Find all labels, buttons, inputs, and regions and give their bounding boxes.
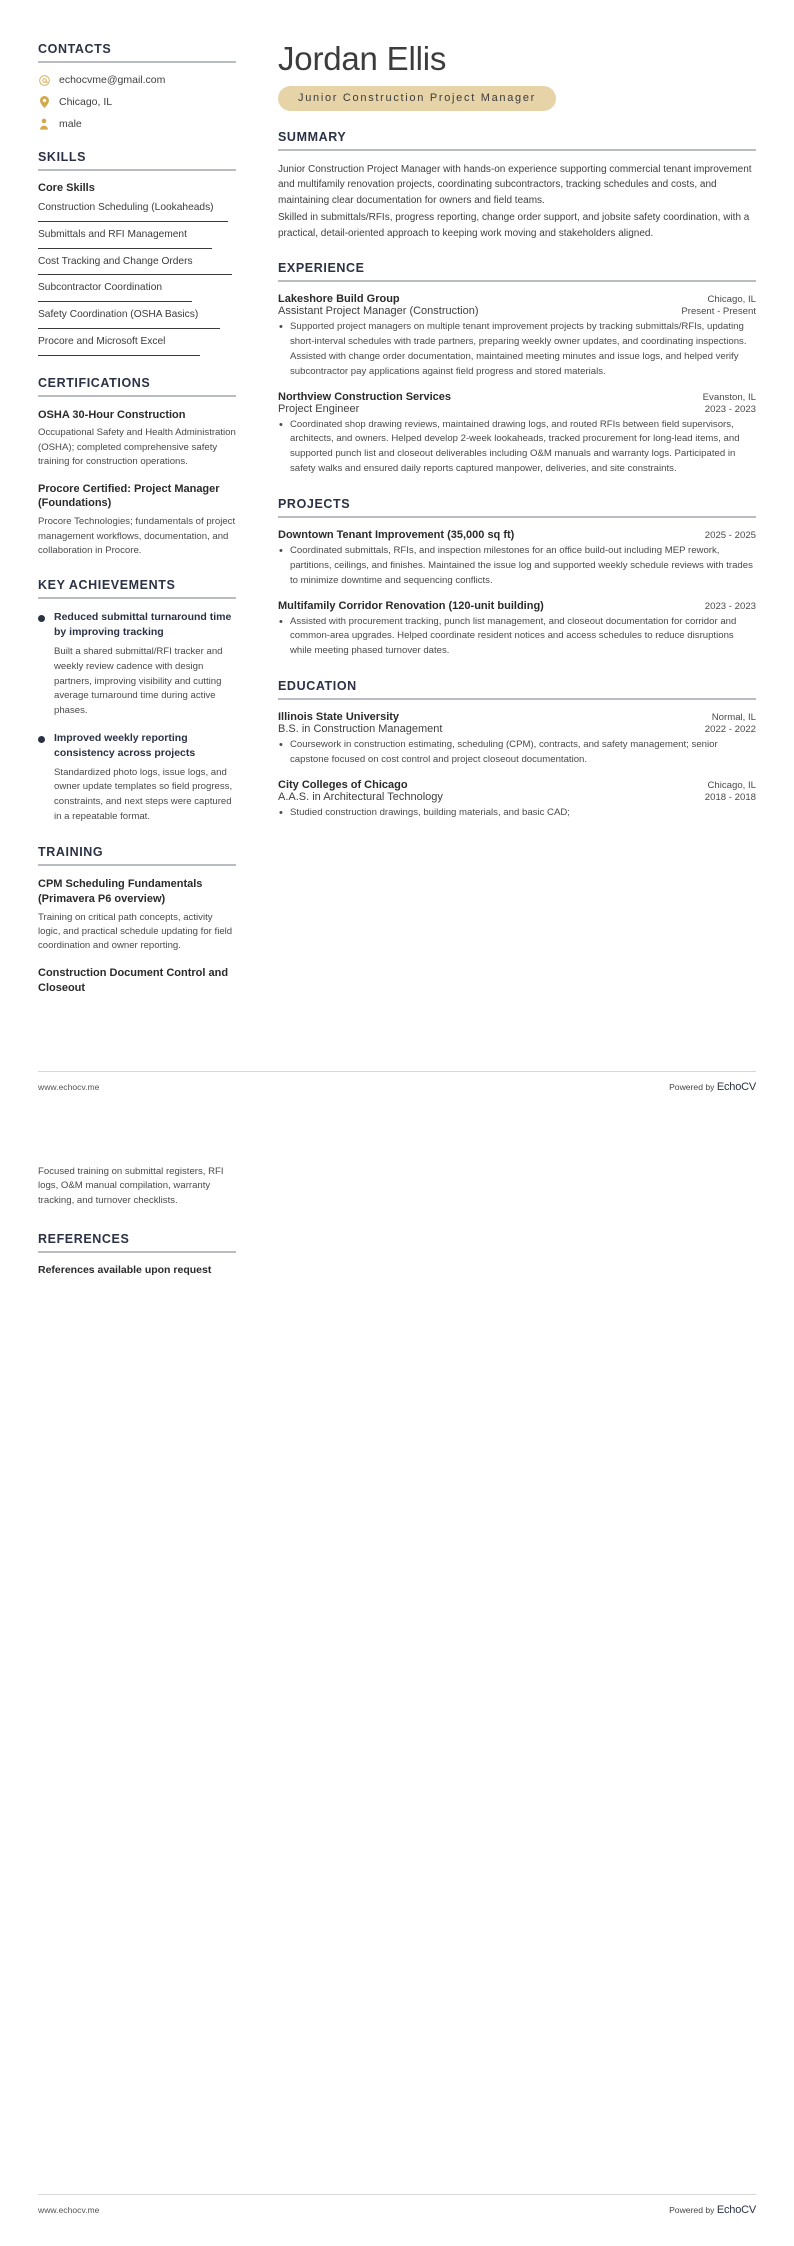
- education-org: City Colleges of Chicago: [278, 778, 408, 791]
- summary-paragraph: Junior Construction Project Manager with hands-on experience supporting commercial tenant improvement and multifamily renovation projects, coordinating subcontractors, tracking schedules and costs, and maintaining clear documentation for owners and field teams.: [278, 163, 752, 206]
- education-item: [278, 711, 756, 768]
- section-divider: [38, 169, 236, 171]
- project-bullet: • Coordinated submittals, RFIs, and inspection milestones for an office build-out including MEP rework, partitions, ceilings, and finishes. Maintained the issue log and supported weekly schedule reviews with trades to minimize downtime and sequencing conflicts.: [278, 544, 756, 589]
- certifications-heading: CERTIFICATIONS: [38, 375, 151, 390]
- section-divider: [38, 597, 236, 599]
- role-badge: Junior Construction Project Manager: [278, 86, 556, 111]
- section-divider: [38, 61, 236, 63]
- training-item: [38, 966, 236, 996]
- footer-brand: EchoCV: [716, 1081, 756, 1093]
- footer-powered-label: Powered by: [669, 2205, 715, 2215]
- references-section: [38, 1232, 236, 1276]
- achievement-item: [38, 610, 236, 719]
- achievement-desc: Built a shared submittal/RFI tracker and weekly review cadence with design partners, improving visibility and cutting average turnaround time during active phases.: [54, 645, 223, 717]
- experience-bullet: • Coordinated shop drawing reviews, maintained drawing logs, and routed RFIs between field supervisors, architects, and owners. Helped develop 2-week lookaheads, tracked procurement for long-lead items, and supported punch list and closeout deliverables including O&M manuals and warranty logs. Participated in safety walks and ensured daily reports captured manpower, deliveries, and site constraints.: [278, 418, 756, 477]
- training-title: CPM Scheduling Fundamentals (Primavera P6 overview): [38, 877, 203, 905]
- skill-item: Construction Scheduling (Lookaheads): [38, 201, 228, 222]
- experience-title: Project Engineer: [278, 402, 360, 415]
- achievement-title: Improved weekly reporting consistency across projects: [54, 732, 196, 759]
- experience-org: Northview Construction Services: [278, 390, 451, 403]
- contact-gender: [38, 118, 236, 130]
- certification-item: [38, 408, 236, 470]
- certification-desc: Procore Technologies; fundamentals of project management workflows, documentation, and collaboration in Procore.: [38, 516, 236, 557]
- skills-heading: SKILLS: [38, 150, 87, 164]
- experience-bullet: • Supported project managers on multiple tenant improvement projects by tracking submittals/RFIs, updating short-interval schedules with trade partners, preparing weekly owner updates, and coordinating inspections. Assisted with change order documentation, maintained meeting minutes and issue logs, and helped verify subcontractor pay applications against field progress and stored materials.: [278, 320, 756, 379]
- education-degree: B.S. in Construction Management: [278, 723, 443, 736]
- footer-powered-label: Powered by: [669, 1082, 715, 1092]
- certification-title: Procore Certified: Project Manager (Foundations): [38, 482, 220, 510]
- footer-powered-by: [669, 1081, 756, 1093]
- references-text: References available upon request: [38, 1264, 212, 1277]
- section-divider: [278, 149, 756, 151]
- education-dates: 2018 - 2018: [704, 791, 756, 803]
- experience-dates: 2023 - 2023: [704, 403, 756, 415]
- email-icon: [38, 75, 50, 86]
- education-bullet: • Coursework in construction estimating, scheduling (CPM), contracts, and safety management; senior capstone focused on cost control and project closeout documentation.: [278, 738, 756, 768]
- contacts-section: [38, 42, 236, 130]
- experience-location: Evanston, IL: [702, 391, 756, 403]
- training-desc: Focused training on submittal registers, RFI logs, O&M manual compilation, warranty tracking, and turnover checklists.: [38, 1166, 224, 1206]
- experience-section: [278, 261, 756, 477]
- experience-location: Chicago, IL: [707, 294, 756, 306]
- education-org: Illinois State University: [278, 711, 400, 724]
- footer-powered-by: [669, 2204, 756, 2216]
- section-divider: [278, 280, 756, 282]
- education-dates: 2022 - 2022: [704, 724, 756, 736]
- achievement-desc: Standardized photo logs, issue logs, and owner update templates so field progress, constraints, and next steps were captured in a repeatable format.: [54, 766, 233, 823]
- education-location: Normal, IL: [711, 712, 756, 724]
- summary-paragraph: Skilled in submittals/RFIs, progress reporting, change order support, and jobsite safety coordination, with a practical, detail-oriented approach to keeping work moving and stakeholders aligned.: [278, 212, 750, 239]
- training-heading: TRAINING: [38, 844, 104, 859]
- skill-item: Procore and Microsoft Excel: [38, 335, 200, 356]
- summary-section: [278, 130, 756, 242]
- experience-title: Assistant Project Manager (Construction): [278, 305, 479, 318]
- key-achievements-section: [38, 578, 236, 824]
- skill-item: Subcontractor Coordination: [38, 281, 192, 302]
- sidebar-column-continued: [38, 1165, 256, 1276]
- skill-item: Safety Coordination (OSHA Basics): [38, 308, 220, 329]
- bullet-dot-icon: [38, 615, 45, 622]
- project-title: Downtown Tenant Improvement (35,000 sq ft): [278, 529, 515, 542]
- projects-section: [278, 497, 756, 659]
- certification-desc: Occupational Safety and Health Administration (OSHA); completed comprehensive safety training for construction operations.: [38, 427, 236, 468]
- resume-sheet-2: [0, 1123, 794, 2246]
- skills-group-title: Core Skills: [38, 182, 95, 194]
- location-pin-icon: [38, 96, 50, 108]
- main-column: [256, 42, 756, 1123]
- contact-location: [38, 96, 236, 108]
- experience-item: [278, 293, 756, 379]
- section-divider: [38, 1251, 236, 1253]
- projects-heading: PROJECTS: [278, 497, 351, 512]
- contacts-heading: CONTACTS: [38, 42, 112, 56]
- section-divider: [278, 516, 756, 518]
- project-item: [278, 529, 756, 589]
- contact-location-value: Chicago, IL: [59, 96, 113, 108]
- bullet-dot-icon: [38, 736, 45, 743]
- contact-email-value: echocvme@gmail.com: [59, 74, 166, 86]
- training-title: Construction Document Control and Closeout: [38, 966, 229, 994]
- page-title: Jordan Ellis: [278, 40, 447, 77]
- section-divider: [278, 698, 756, 700]
- contact-gender-value: male: [59, 118, 82, 130]
- achievement-item: [38, 731, 236, 825]
- certification-item: [38, 482, 236, 559]
- references-heading: REFERENCES: [38, 1232, 130, 1247]
- person-icon: [38, 118, 50, 130]
- education-location: Chicago, IL: [707, 779, 756, 791]
- education-heading: EDUCATION: [278, 679, 357, 694]
- experience-item: [278, 391, 756, 477]
- project-title: Multifamily Corridor Renovation (120-unit building): [278, 599, 544, 612]
- footer-brand: EchoCV: [716, 2204, 756, 2216]
- skill-item: Cost Tracking and Change Orders: [38, 255, 232, 276]
- summary-heading: SUMMARY: [278, 129, 347, 144]
- footer-url[interactable]: www.echocv.me: [38, 1082, 100, 1092]
- footer-url[interactable]: www.echocv.me: [38, 2205, 100, 2215]
- project-bullet: • Assisted with procurement tracking, punch list management, and closeout documentation for corridor and common-area upgrades. Helped coordinate resident notices and access schedules to reduce disruptions while meeting phased turnover dates.: [278, 615, 756, 660]
- page-footer: [38, 2194, 756, 2216]
- training-section: [38, 845, 236, 996]
- project-dates: 2023 - 2023: [704, 600, 756, 612]
- contact-email[interactable]: [38, 74, 236, 86]
- experience-org: Lakeshore Build Group: [278, 293, 400, 306]
- certifications-section: [38, 376, 236, 559]
- section-divider: [38, 395, 236, 397]
- achievement-title: Reduced submittal turnaround time by improving tracking: [54, 611, 232, 639]
- training-desc: Training on critical path concepts, activity logic, and practical schedule updating for field coordination and owner reporting.: [38, 911, 233, 952]
- page-footer: [38, 1071, 756, 1093]
- project-dates: 2025 - 2025: [704, 530, 756, 542]
- skills-section: [38, 150, 236, 356]
- experience-heading: EXPERIENCE: [278, 261, 365, 276]
- education-item: [278, 779, 756, 821]
- key-achievements-heading: KEY ACHIEVEMENTS: [38, 578, 176, 593]
- sidebar-column: [38, 42, 256, 1123]
- skill-item: Submittals and RFI Management: [38, 228, 212, 249]
- education-bullet: • Studied construction drawings, building materials, and basic CAD;: [278, 806, 756, 821]
- project-item: [278, 600, 756, 660]
- education-section: [278, 679, 756, 821]
- training-item: [38, 877, 236, 954]
- experience-dates: Present - Present: [681, 306, 756, 318]
- education-degree: A.A.S. in Architectural Technology: [278, 790, 443, 803]
- section-divider: [38, 864, 236, 866]
- certification-title: OSHA 30-Hour Construction: [38, 408, 186, 421]
